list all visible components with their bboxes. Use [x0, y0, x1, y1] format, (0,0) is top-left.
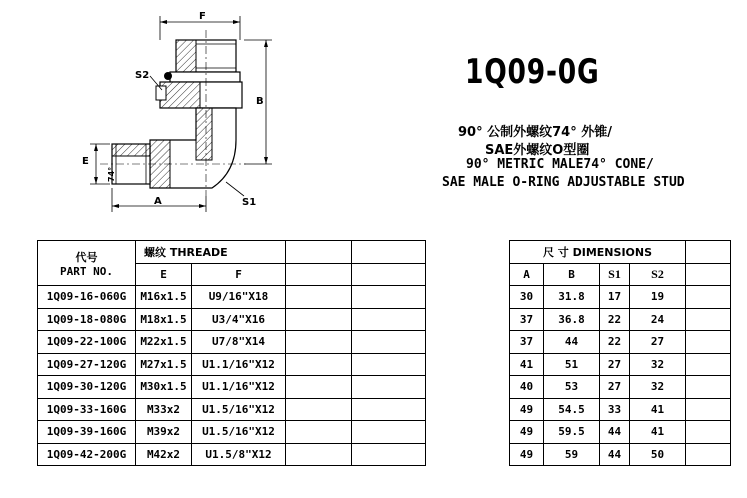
dim-s1-cell: 22: [600, 308, 630, 331]
thread-f-cell: U1.5/8"X12: [192, 443, 286, 466]
dim-s2-cell: 41: [630, 421, 686, 444]
table-gap: [426, 421, 510, 444]
blank-cell: [686, 443, 731, 466]
table-row: [38, 376, 731, 399]
blank-cell: [352, 286, 426, 309]
blank-cell: [352, 308, 426, 331]
col-E-header: E: [136, 263, 192, 286]
code-cn-label: 代号: [75, 250, 98, 264]
dim-s2-cell: 19: [630, 286, 686, 309]
thread-f-cell: U9/16"X18: [192, 286, 286, 309]
thread-f-cell: U1.1/16"X12: [192, 353, 286, 376]
dim-a-cell: 40: [510, 376, 544, 399]
blank-cell: [286, 286, 352, 309]
dim-s2-cell: 50: [630, 443, 686, 466]
dimension-table: [37, 240, 731, 466]
dim-b-cell: 36.8: [544, 308, 600, 331]
blank-cell: [686, 331, 731, 354]
thread-e-cell: M33x2: [136, 398, 192, 421]
col-S1-header: S1: [600, 263, 630, 286]
blank-cell: [352, 376, 426, 399]
blank-cell: [686, 308, 731, 331]
blank-cell: [686, 286, 731, 309]
dim-s1-cell: 33: [600, 398, 630, 421]
thread-e-cell: M22x1.5: [136, 331, 192, 354]
dim-b-cell: 54.5: [544, 398, 600, 421]
table-gap: [426, 331, 510, 354]
blank-header-5: [352, 263, 426, 286]
table-gap: [426, 443, 510, 466]
part-no-label: PART NO.: [60, 264, 113, 278]
table-row: [38, 398, 731, 421]
dim-b-cell: 44: [544, 331, 600, 354]
part-no-cell: 1Q09-18-080G: [38, 308, 136, 331]
blank-cell: [286, 353, 352, 376]
part-no-cell: 1Q09-33-160G: [38, 398, 136, 421]
fitting-drawing: [0, 0, 300, 232]
blank-cell: [286, 376, 352, 399]
dim-a-cell: 41: [510, 353, 544, 376]
desc-cn-line1: 90° 公制外螺纹74° 外锥/: [458, 125, 612, 140]
blank-header-2: [352, 241, 426, 264]
desc-en-line1: 90° METRIC MALE74° CONE/: [466, 157, 654, 172]
dim-a-cell: 49: [510, 443, 544, 466]
blank-cell: [352, 421, 426, 444]
thread-f-cell: U7/8"X14: [192, 331, 286, 354]
table-row: [38, 286, 731, 309]
table-header-row-2: [38, 263, 731, 286]
col-A-header: A: [510, 263, 544, 286]
blank-cell: [352, 353, 426, 376]
table-gap: [426, 398, 510, 421]
dim-a-cell: 49: [510, 398, 544, 421]
dim-F-label: F: [199, 11, 206, 22]
dim-a-cell: 37: [510, 308, 544, 331]
col-B-header: B: [544, 263, 600, 286]
dim-s1-cell: 44: [600, 443, 630, 466]
thread-f-cell: U1.5/16"X12: [192, 398, 286, 421]
thread-e-cell: M30x1.5: [136, 376, 192, 399]
angle-label: 74°: [107, 166, 116, 182]
blank-cell: [286, 308, 352, 331]
thread-f-cell: U1.1/16"X12: [192, 376, 286, 399]
dim-a-cell: 37: [510, 331, 544, 354]
desc-en-line2: SAE MALE O-RING ADJUSTABLE STUD: [442, 175, 685, 190]
part-no-cell: 1Q09-16-060G: [38, 286, 136, 309]
thread-e-cell: M39x2: [136, 421, 192, 444]
dim-b-cell: 31.8: [544, 286, 600, 309]
product-code: 1Q09-0G: [465, 52, 600, 92]
col-S2-header: S2: [630, 263, 686, 286]
blank-cell: [286, 443, 352, 466]
dim-s2-cell: 32: [630, 376, 686, 399]
table-gap: [426, 308, 510, 331]
table-row: [38, 443, 731, 466]
col-F-header: F: [192, 263, 286, 286]
thread-e-cell: M27x1.5: [136, 353, 192, 376]
dim-a-cell: 49: [510, 421, 544, 444]
blank-cell: [286, 421, 352, 444]
desc-cn-line2: SAE外螺纹O型圈: [485, 143, 590, 158]
table-gap: [426, 241, 510, 264]
dim-B-label: B: [256, 96, 264, 107]
dim-s2-cell: 32: [630, 353, 686, 376]
thread-f-cell: U1.5/16"X12: [192, 421, 286, 444]
blank-cell: [352, 331, 426, 354]
dim-s2-cell: 24: [630, 308, 686, 331]
part-no-cell: 1Q09-27-120G: [38, 353, 136, 376]
blank-cell: [686, 353, 731, 376]
blank-cell: [686, 376, 731, 399]
dim-s1-cell: 22: [600, 331, 630, 354]
thread-header: 螺纹 THREADE: [136, 241, 286, 264]
dim-b-cell: 51: [544, 353, 600, 376]
table-row: [38, 308, 731, 331]
blank-header-6: [686, 263, 731, 286]
table-gap: [426, 263, 510, 286]
table-header-row-1: [38, 241, 731, 264]
dim-b-cell: 53: [544, 376, 600, 399]
part-no-header: [38, 241, 136, 286]
blank-header-1: [286, 241, 352, 264]
blank-header-4: [286, 263, 352, 286]
blank-cell: [686, 398, 731, 421]
blank-cell: [352, 398, 426, 421]
table-row: [38, 331, 731, 354]
table-gap: [426, 376, 510, 399]
table-row: [38, 353, 731, 376]
thread-e-cell: M16x1.5: [136, 286, 192, 309]
dim-b-cell: 59.5: [544, 421, 600, 444]
thread-e-cell: M18x1.5: [136, 308, 192, 331]
blank-header-3: [686, 241, 731, 264]
part-no-cell: 1Q09-22-100G: [38, 331, 136, 354]
blank-cell: [286, 331, 352, 354]
blank-cell: [686, 421, 731, 444]
thread-e-cell: M42x2: [136, 443, 192, 466]
dim-b-cell: 59: [544, 443, 600, 466]
dim-a-cell: 30: [510, 286, 544, 309]
dimensions-header: 尺 寸 DIMENSIONS: [510, 241, 686, 264]
table-gap: [426, 286, 510, 309]
dim-s2-cell: 27: [630, 331, 686, 354]
part-no-cell: 1Q09-42-200G: [38, 443, 136, 466]
dim-s1-cell: 17: [600, 286, 630, 309]
dim-s1-cell: 27: [600, 376, 630, 399]
dim-A-label: A: [154, 196, 162, 207]
table-gap: [426, 353, 510, 376]
dim-s1-cell: 27: [600, 353, 630, 376]
blank-cell: [286, 398, 352, 421]
S2-label: S2: [135, 70, 150, 81]
table-row: [38, 421, 731, 444]
thread-f-cell: U3/4"X16: [192, 308, 286, 331]
dim-s1-cell: 44: [600, 421, 630, 444]
blank-cell: [352, 443, 426, 466]
S1-label: S1: [242, 197, 257, 208]
dim-E-label: E: [82, 156, 89, 167]
part-no-cell: 1Q09-39-160G: [38, 421, 136, 444]
part-no-cell: 1Q09-30-120G: [38, 376, 136, 399]
dim-s2-cell: 41: [630, 398, 686, 421]
